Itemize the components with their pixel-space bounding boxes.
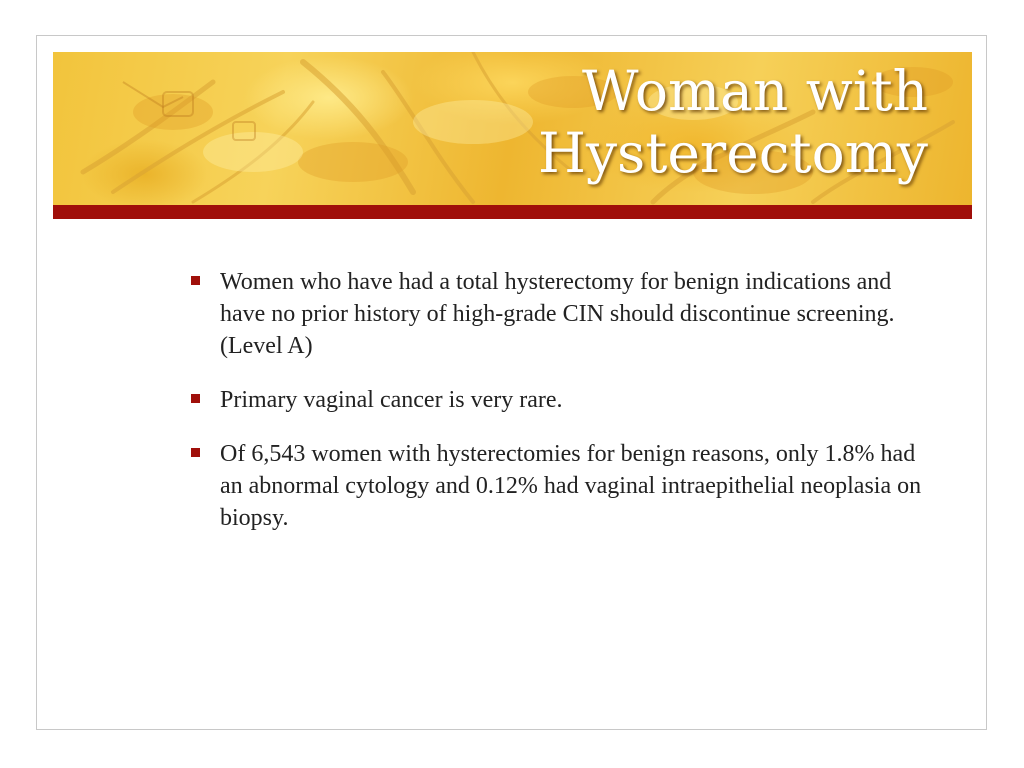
bullet-text: Of 6,543 women with hysterectomies for benign reasons, only 1.8% had an abnormal cytology and 0.12% had vaginal intraepithelial neoplasia on biopsy. [220,441,922,531]
bullet-text: Women who have had a total hysterectomy for benign indications and have no prior history of high-grade CIN should discontinue screening. (Level A) [220,269,895,359]
bullet-text: Primary vaginal cancer is very rare. [220,387,563,413]
square-bullet-icon [191,276,200,285]
slide [36,35,987,730]
bullet-item [189,266,929,362]
slide-title [538,60,928,184]
title-underline-stripe [53,205,972,219]
square-bullet-icon [191,394,200,403]
bullet-item [189,384,929,416]
title-line-2: Hysterectomy [538,121,928,185]
title-banner [53,52,972,205]
square-bullet-icon [191,448,200,457]
bullet-list [189,266,929,556]
title-line-1: Woman with [582,59,928,123]
bullet-item [189,438,929,534]
